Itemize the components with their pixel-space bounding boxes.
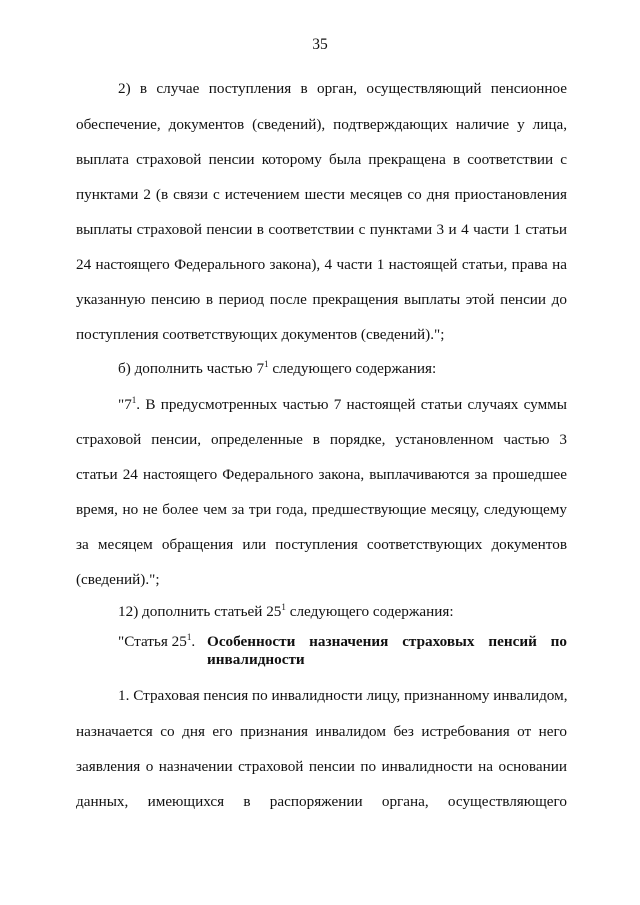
text-line: выплата страховой пенсии которому была прекращена в соответствии с [76,151,567,168]
text-line: обеспечение, документов (сведений), подтверждающих наличие у лица, [76,116,567,133]
text-line: 2) в случае поступления в орган, осуществляющий пенсионное [118,80,567,97]
text-line: указанную пенсию в период после прекращения выплаты этой пенсии до [76,291,567,308]
text-line: 1. Страховая пенсия по инвалидности лицу, признанному инвалидом, [118,687,568,704]
text-line: статьи 24 настоящего Федерального закона, выплачиваются за прошедшее [76,466,567,483]
page-number: 35 [312,36,328,53]
text-line: за месяцем обращения или поступления соответствующих документов [76,536,567,553]
part-7-1-line: "$7^1$. В предусмотренных частью 7 настоящей статьи случаях суммы [118,394,567,413]
text-line: пунктами 2 (в связи с истечением шести месяцев со дня приостановления [76,186,567,203]
text-line: данных, имеющихся в распоряжении органа, осуществляющего [76,793,567,810]
text-line: 24 настоящего Федерального закона), 4 части 1 настоящей статьи, права на [76,256,567,273]
text-line: страховой пенсии, определенные в порядке, установленном частью 3 [76,431,567,448]
text-line: (сведений)."; [76,571,160,588]
article-label: "Статья $25^1$. [118,631,196,650]
text-line: поступления соответствующих документов (сведений)."; [76,326,445,343]
article-title-line: инвалидности [207,651,305,668]
item-12-line: 12) дополнить статьей $25^1$ следующего содержания: [118,601,454,620]
text-line: выплаты страховой пенсии в соответствии с пунктами 3 и 4 части 1 статьи [76,221,567,238]
article-title-line: Особенности назначения страховых пенсий по [207,633,567,650]
text-line: заявления о назначении страховой пенсии по инвалидности на основании [76,758,567,775]
text-line: время, но не более чем за три года, предшествующие месяцу, следующему [76,501,567,518]
item-b-line: б) дополнить частью $7^1$ следующего содержания: [118,358,437,377]
text-line: назначается со дня его признания инвалидом без истребования от него [76,723,567,740]
